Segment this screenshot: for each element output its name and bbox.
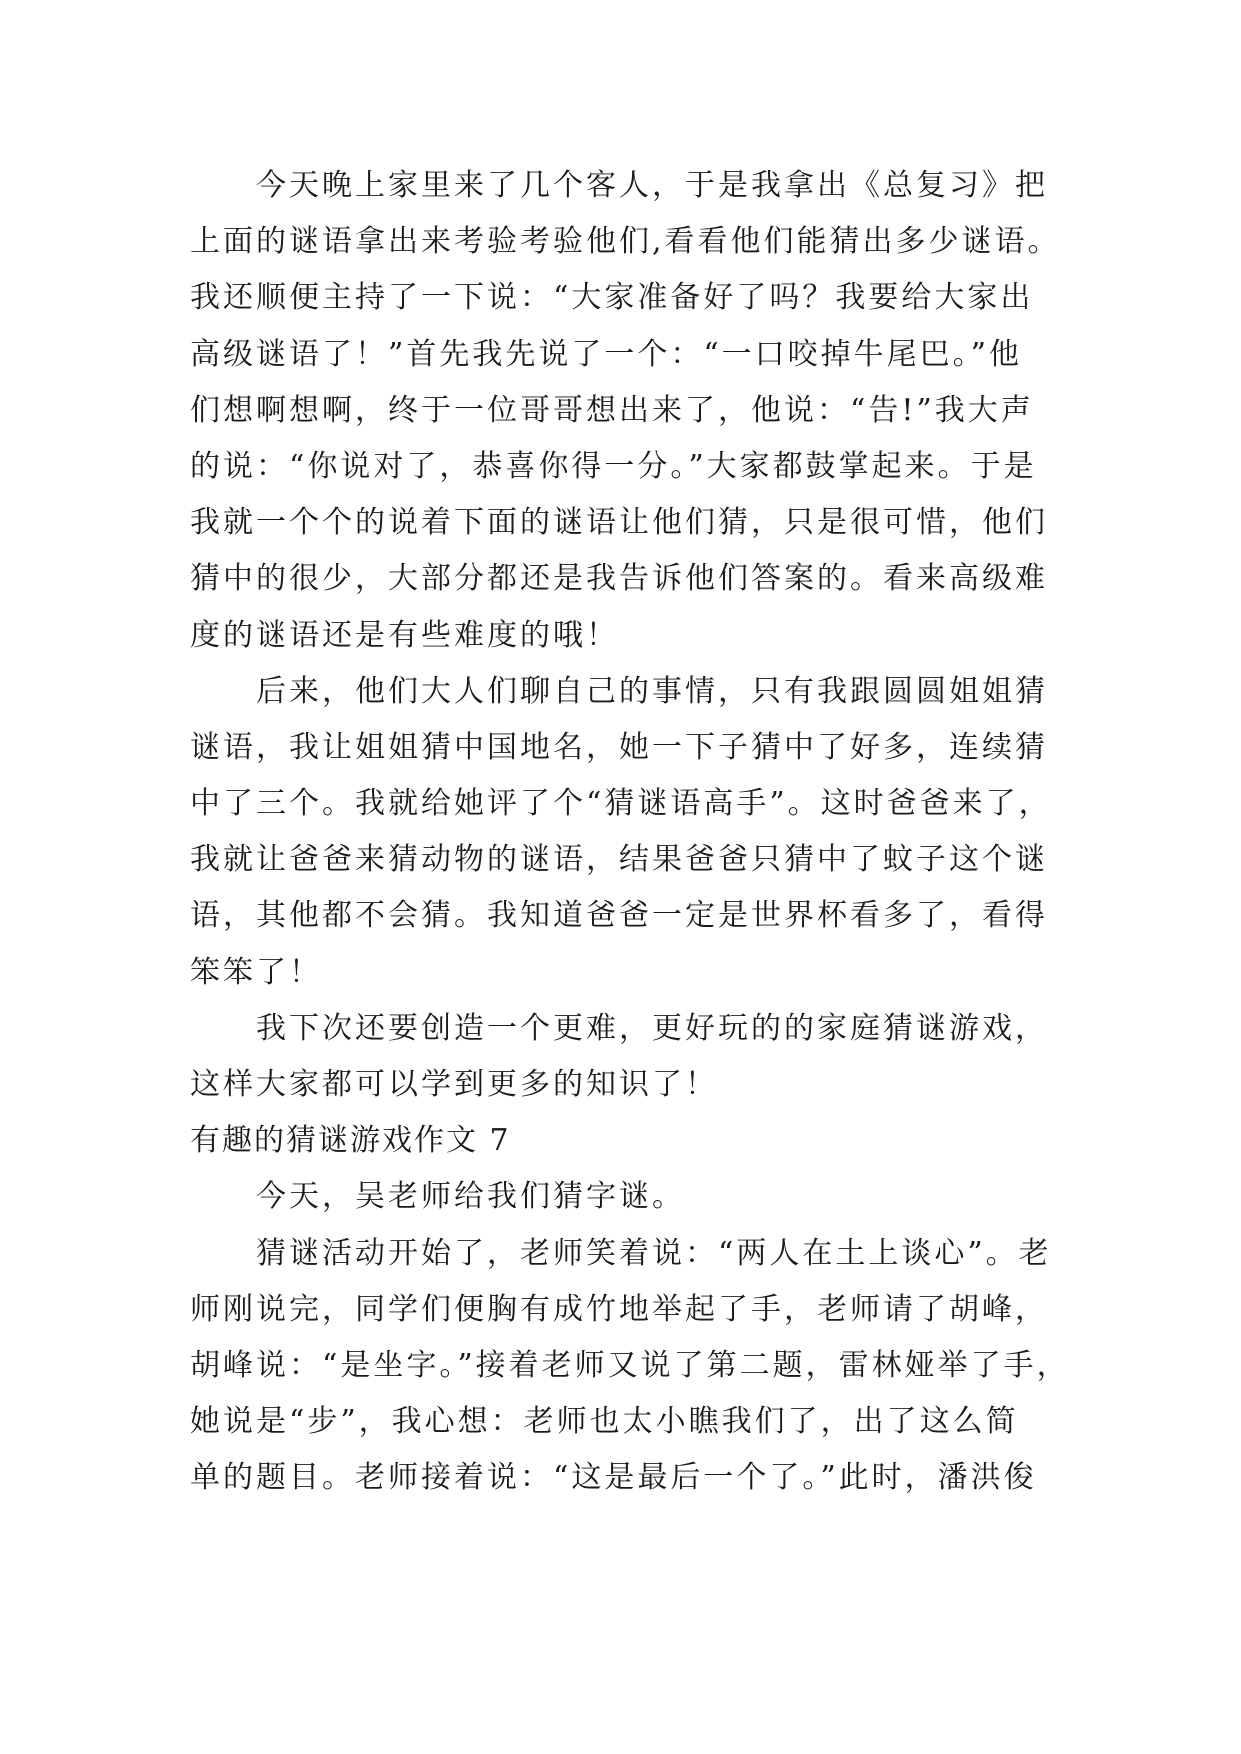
paragraph-line: 猜谜活动开始了，老师笑着说：“两人在土上谈心”。老 — [256, 1235, 1052, 1271]
paragraph-line: 我下次还要创造一个更难，更好玩的的家庭猜谜游戏， — [256, 1010, 1048, 1046]
paragraph-line: 猜中的很少，大部分都还是我告诉他们答案的。看来高级难 — [190, 561, 1048, 597]
paragraph-line: 后来，他们大人们聊自己的事情，只有我跟圆圆姐姐猜 — [256, 673, 1048, 709]
paragraph-line: 中了三个。我就给她评了个“猜谜语高手”。这时爸爸来了， — [190, 786, 1052, 822]
paragraph-line: 度的谜语还是有些难度的哦！ — [190, 617, 619, 653]
paragraph-line: 单的题目。老师接着说：“这是最后一个了。”此时，潘洪俊 — [190, 1460, 1037, 1496]
paragraph-line: 谜语，我让姐姐猜中国地名，她一下子猜中了好多，连续猜 — [190, 729, 1048, 765]
paragraph-line: 语，其他都不会猜。我知道爸爸一定是世界杯看多了，看得 — [190, 898, 1048, 934]
paragraph-line: 这样大家都可以学到更多的知识了！ — [190, 1067, 718, 1102]
paragraph-line: 今天晚上家里来了几个客人，于是我拿出《总复习》把 — [256, 168, 1048, 203]
paragraph-line: 的说：“你说对了，恭喜你得一分。”大家都鼓掌起来。于是 — [190, 448, 1037, 484]
essay-body — [190, 158, 1070, 1507]
paragraph-line: 师刚说完，同学们便胸有成竹地举起了手，老师请了胡峰， — [190, 1291, 1048, 1327]
paragraph-line: 高级谜语了！”首先我先说了一个：“一口咬掉牛尾巴。”他 — [190, 336, 1023, 372]
paragraph-line: 上面的谜语拿出来考验考验他们,看看他们能猜出多少谜语。 — [190, 224, 1061, 260]
paragraph-line: 笨笨了！ — [190, 954, 322, 990]
paragraph-line: 今天，吴老师给我们猜字谜。 — [256, 1179, 685, 1215]
paragraph-line: 们想啊想啊，终于一位哥哥想出来了，他说：“告!”我大声 — [190, 392, 1034, 428]
paragraph-line: 她说是“步”，我心想：老师也太小瞧我们了，出了这么简 — [190, 1404, 1019, 1440]
section-heading: 有趣的猜谜游戏作文 7 — [190, 1123, 511, 1159]
paragraph-line: 我还顺便主持了一下说：“大家准备好了吗？我要给大家出 — [190, 280, 1034, 316]
paragraph-line: 我就一个个的说着下面的谜语让他们猜，只是很可惜，他们 — [190, 505, 1048, 541]
paragraph-line: 我就让爸爸来猜动物的谜语，结果爸爸只猜中了蚊子这个谜 — [190, 842, 1048, 878]
paragraph-line: 胡峰说：“是坐字。”接着老师又说了第二题，雷林娅举了手， — [190, 1347, 1070, 1383]
